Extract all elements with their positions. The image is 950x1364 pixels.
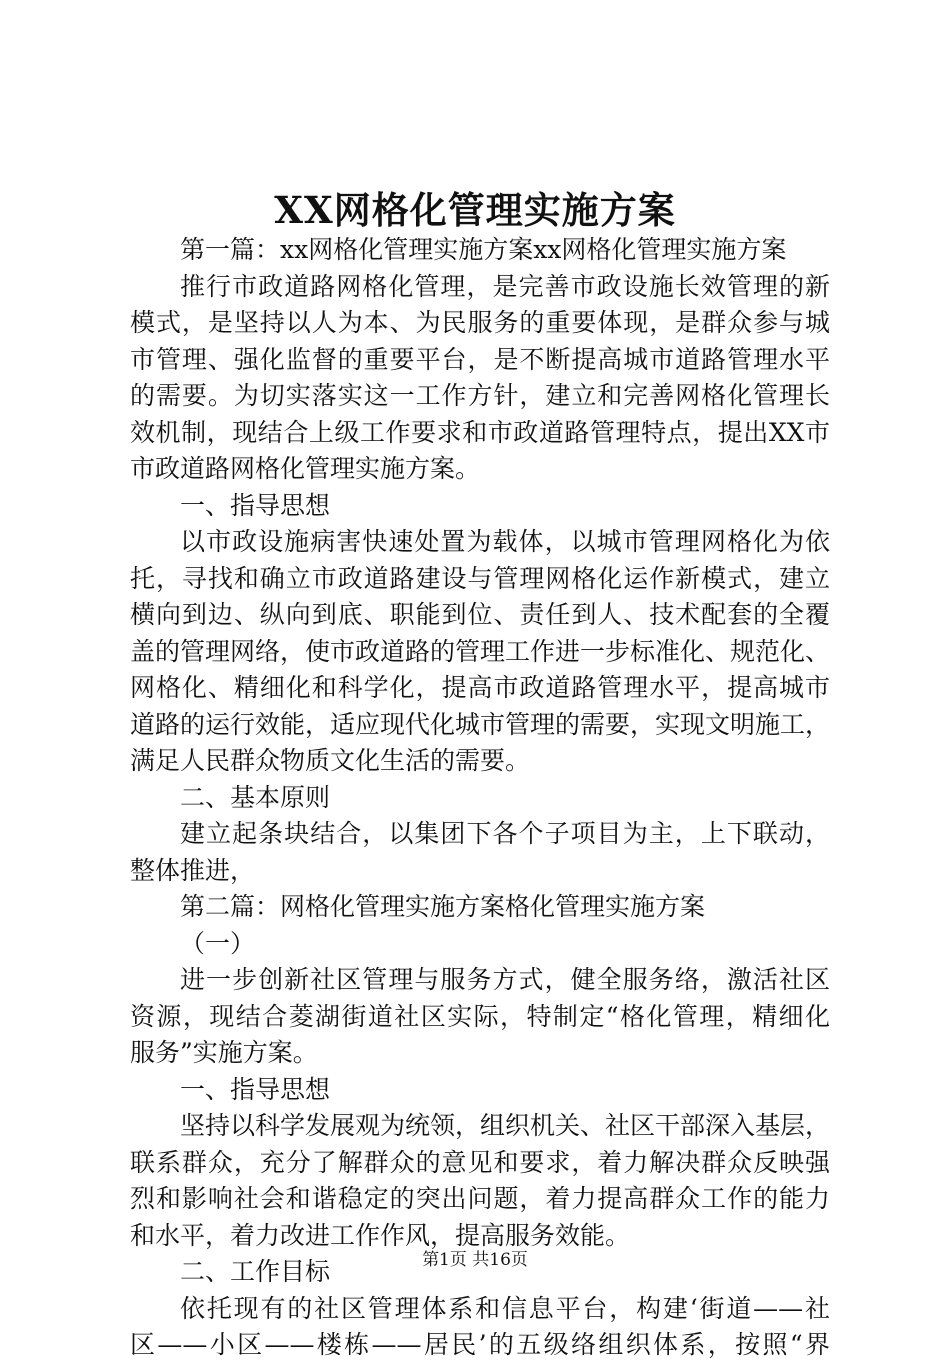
text-line: （一） <box>180 928 256 958</box>
text-line: 和水平，着力改进工作作风，提高服务效能。 <box>130 1220 631 1250</box>
text-line: 横向到边、纵向到底、职能到位、责任到人、技术配套的全覆 <box>130 600 830 629</box>
text-line: 区——小区——楼栋——居民’的五级络组织体系，按照“界 <box>130 1330 830 1359</box>
text-line: 坚持以科学发展观为统领，组织机关、社区干部深入基层， <box>180 1111 831 1140</box>
text-line: 市政道路网格化管理实施方案。 <box>130 454 481 483</box>
text-line: 效机制，现结合上级工作要求和市政道路管理特点，提出XX市 <box>130 417 830 447</box>
text-line: 联系群众，充分了解群众的意见和要求，着力解决群众反映强 <box>130 1147 830 1177</box>
text-line: 模式，是坚持以人为本、为民服务的重要体现，是群众参与城 <box>130 308 830 337</box>
page-footer: 第1页 共16页 <box>422 1250 528 1270</box>
text-line: 的需要。为切实落实这一工作方针，建立和完善网格化管理长 <box>130 381 830 410</box>
text-line: 市管理、强化监督的重要平台，是不断提高城市道路管理水平 <box>130 344 830 374</box>
text-line: 依托现有的社区管理体系和信息平台，构建‘街道——社 <box>180 1293 830 1323</box>
text-line: 建立起条块结合，以集团下各个子项目为主，上下联动， <box>180 819 830 848</box>
text-line: 网格化、精细化和科学化，提高市政道路管理水平，提高城市 <box>130 673 830 702</box>
text-line: 道路的运行效能，适应现代化城市管理的需要，实现文明施工， <box>130 709 831 739</box>
text-line: 资源，现结合菱湖街道社区实际，特制定“格化管理，精细化 <box>130 1001 830 1031</box>
document-body <box>130 232 830 1364</box>
text-line: 托，寻找和确立市政道路建设与管理网格化运作新模式，建立 <box>130 563 830 593</box>
text-line: 二、基本原则 <box>180 782 331 812</box>
text-line: 二、工作目标 <box>180 1257 331 1286</box>
text-line: 满足人民群众物质文化生活的需要。 <box>130 746 531 775</box>
text-line: 一、指导思想 <box>180 490 331 520</box>
text-line: 推行市政道路网格化管理，是完善市政设施长效管理的新 <box>180 271 830 301</box>
text-line: 整体推进， <box>130 855 256 885</box>
text-line: 一、指导思想 <box>180 1074 331 1104</box>
document-title: XX网格化管理实施方案 <box>274 188 676 232</box>
text-line: 第二篇：网格化管理实施方案格化管理实施方案 <box>180 892 706 921</box>
text-line: 进一步创新社区管理与服务方式，健全服务络，激活社区 <box>180 965 830 994</box>
text-line: 盖的管理网络，使市政道路的管理工作进一步标准化、规范化、 <box>130 636 831 666</box>
text-line: 服务”实施方案。 <box>130 1038 318 1067</box>
text-line: 以市政设施病害快速处置为载体，以城市管理网格化为依 <box>180 527 830 556</box>
text-line: 烈和影响社会和谐稳定的突出问题，着力提高群众工作的能力 <box>130 1184 830 1213</box>
text-line: 第一篇：xx网格化管理实施方案xx网格化管理实施方案 <box>180 235 787 264</box>
